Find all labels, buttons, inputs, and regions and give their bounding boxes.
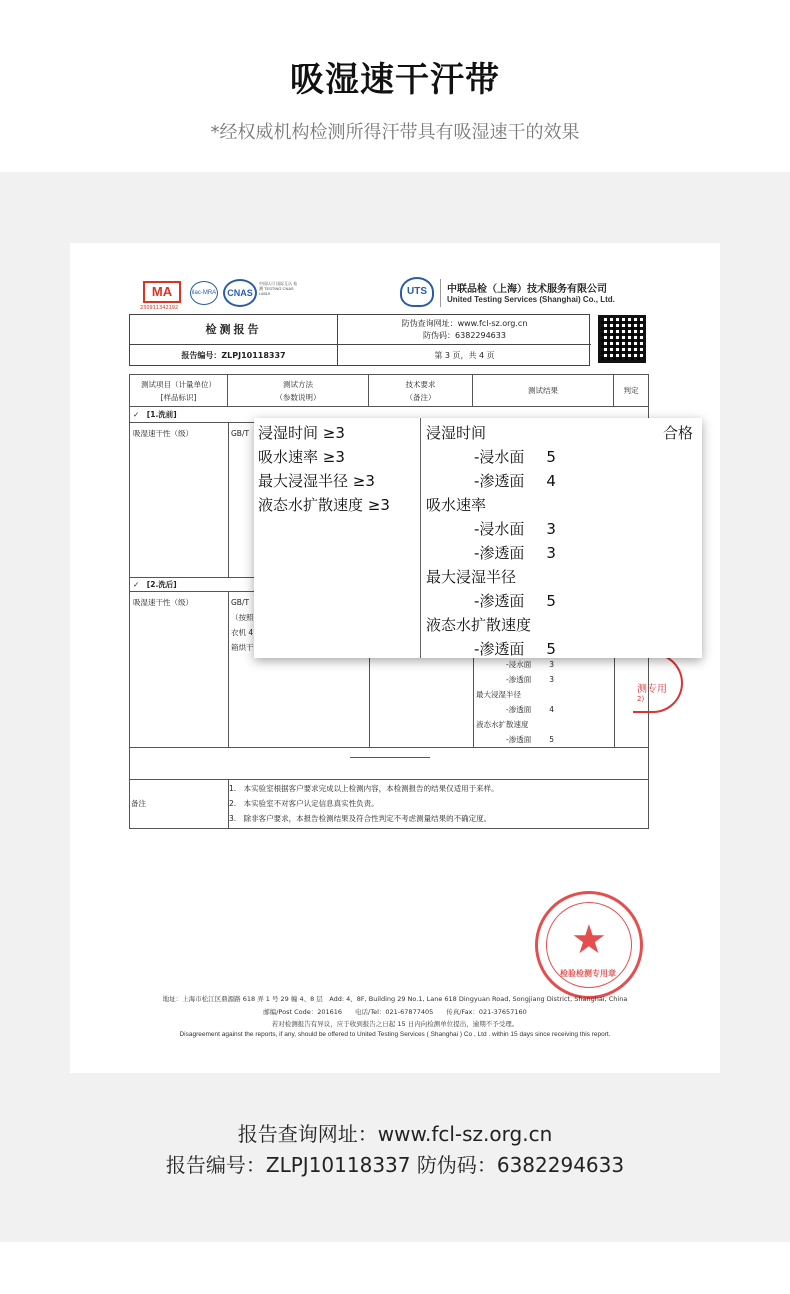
section2-method-4: 箱烘干 — [231, 643, 254, 652]
result-label: -渗透面 — [474, 472, 525, 490]
uts-logo-icon: UTS — [400, 277, 434, 307]
result-value: 5 — [546, 592, 556, 610]
ma-logo-icon: MA — [143, 281, 181, 303]
notes-label: 备注 — [131, 799, 146, 808]
result-label: 液态水扩散速度 — [426, 616, 532, 634]
test-report-document — [70, 243, 720, 1073]
cnas-logo-text: 中国认可 国际互认 检测 TESTING CNAS L6519 — [259, 281, 298, 296]
table-row: -浸水面 3 — [506, 660, 554, 669]
note-line: 3. 除非客户要求，本报告检测结果及符合性判定不考虑测量结果的不确定度。 — [229, 814, 492, 823]
verify-code: 防伪码：6382294633 — [423, 331, 506, 340]
cnas-logo-icon: CNAS — [223, 279, 257, 307]
section2-method-2: （按照 — [231, 613, 254, 622]
company-name-en: United Testing Services (Shanghai) Co., Ltd. — [447, 295, 615, 304]
dispute-cn: 若对检测报告有异议，应于收到报告之日起 15 日内向检测单位提出，逾期不予受理。 — [271, 1020, 519, 1028]
bottom-spacer — [0, 1242, 790, 1294]
result-label: -渗透面 — [474, 592, 525, 610]
result-line — [426, 422, 486, 443]
table-row: -渗透面 3 — [506, 675, 554, 684]
result-line — [426, 614, 531, 635]
verify-site: 防伪查询网址：www.fcl-sz.org.cn — [401, 319, 528, 328]
notes-section — [129, 780, 649, 830]
section1-item: 吸湿速干性（级） — [133, 429, 193, 438]
signature-line — [350, 757, 430, 758]
section-before-wash: ✓ [1.洗前] — [130, 408, 648, 423]
report-header-table — [129, 314, 590, 366]
requirement-line: 液态水扩散速度 ≥3 — [258, 496, 390, 514]
company-name-cn: 中联品检（上海）技术服务有限公司 — [447, 284, 607, 295]
section2-item: 吸湿速干性（级） — [133, 598, 193, 607]
address-line: 地址：上海市松江区鼎源路 618 弄 1 号 29 幢 4、8 层 Add: 4、8F, Building 29 No.1, Lane 618 Dingyuan Road, Songjiang District, Shanghai, China — [162, 995, 628, 1003]
result-line — [474, 590, 556, 611]
requirement-line: 吸水速率 ≥3 — [258, 448, 345, 466]
dispute-en: Disagreement against the reports, if any, should be offered to United Testing Services ( Shanghai ) Co , Ltd . within 15 days since receiving this report. — [179, 1031, 611, 1038]
result-label: -浸水面 — [474, 520, 525, 538]
zoomed-results-overlay — [254, 418, 702, 658]
footer-site: 报告查询网址：www.fcl-sz.org.cn — [237, 1122, 553, 1146]
section-after-wash: ✓ [2.洗后] — [130, 577, 648, 592]
requirement-line: 浸湿时间 ≥3 — [258, 424, 345, 442]
table-row: 最大浸湿半径 — [476, 690, 521, 699]
header-item: 测试项目（计量单位） [样品标识] — [130, 375, 228, 407]
result-line — [474, 542, 556, 563]
page-info: 第 3 页，共 4 页 — [434, 351, 495, 360]
section2-method-3: 衣机 4 — [231, 628, 254, 637]
footer-codes: 报告编号：ZLPJ10118337 防伪码：6382294633 — [165, 1153, 625, 1177]
report-number: 报告编号：ZLPJ10118337 — [130, 345, 338, 366]
section2-method-1: GB/T — [231, 598, 250, 607]
result-value: 5 — [546, 448, 556, 466]
table-header-row — [130, 375, 648, 407]
table-row: 液态水扩散速度 — [476, 720, 529, 729]
result-label: 吸水速率 — [426, 496, 487, 514]
result-label: 最大浸湿半径 — [426, 568, 517, 586]
verify-info — [338, 315, 591, 345]
result-value: 4 — [546, 472, 556, 490]
page-subtitle: *经权威机构检测所得汗带具有吸湿速干的效果 — [210, 122, 580, 143]
ilac-logo-icon: ilac-MRA — [190, 281, 218, 305]
seal-bottom-text: 检验检测专用章 — [560, 969, 616, 978]
result-label: -浸水面 — [474, 448, 525, 466]
result-value: 3 — [546, 544, 556, 562]
verdict-pass: 合格 — [663, 424, 694, 442]
result-line — [426, 494, 486, 515]
header-method: 测试方法 （参数说明） — [228, 375, 369, 407]
table-row: -渗透面 4 — [506, 705, 554, 714]
result-line — [474, 518, 556, 539]
result-line — [474, 470, 556, 491]
result-line — [474, 446, 556, 467]
side-stamp-text: 测专用 2) — [637, 684, 667, 703]
page-title: 吸湿速干汗带 — [290, 60, 500, 100]
report-doc-title: 检测报告 — [130, 315, 338, 345]
result-value: 3 — [546, 520, 556, 538]
star-icon: ★ — [571, 917, 607, 963]
result-line — [426, 566, 516, 587]
result-line — [474, 638, 556, 659]
table-row: -渗透面 5 — [506, 735, 554, 744]
result-label: -渗透面 — [474, 640, 525, 658]
header-result: 测试结果 — [473, 375, 614, 407]
note-line: 2. 本实验室不对客户认定信息真实性负责。 — [229, 799, 379, 808]
postcode-line: 邮编/Post Code：201616 电话/Tel：021-67877405 传真/Fax：021-37657160 — [263, 1008, 527, 1016]
overlay-divider — [420, 418, 421, 658]
requirement-line: 最大浸湿半径 ≥3 — [258, 472, 375, 490]
logo-divider — [440, 279, 441, 307]
qr-code-icon — [598, 315, 646, 363]
note-line: 1. 本实验室根据客户要求完成以上检测内容，本检测报告的结果仅适用于来样。 — [229, 784, 499, 793]
result-label: 浸湿时间 — [426, 424, 487, 442]
page-header — [0, 0, 790, 172]
section1-method: GB/T — [231, 429, 250, 438]
company-seal-icon — [535, 891, 643, 999]
header-requirement: 技术要求 （备注） — [369, 375, 473, 407]
result-value: 5 — [546, 640, 556, 658]
result-label: -渗透面 — [474, 544, 525, 562]
header-judge: 判定 — [623, 386, 639, 395]
ma-number: 230911342192 — [140, 305, 179, 311]
